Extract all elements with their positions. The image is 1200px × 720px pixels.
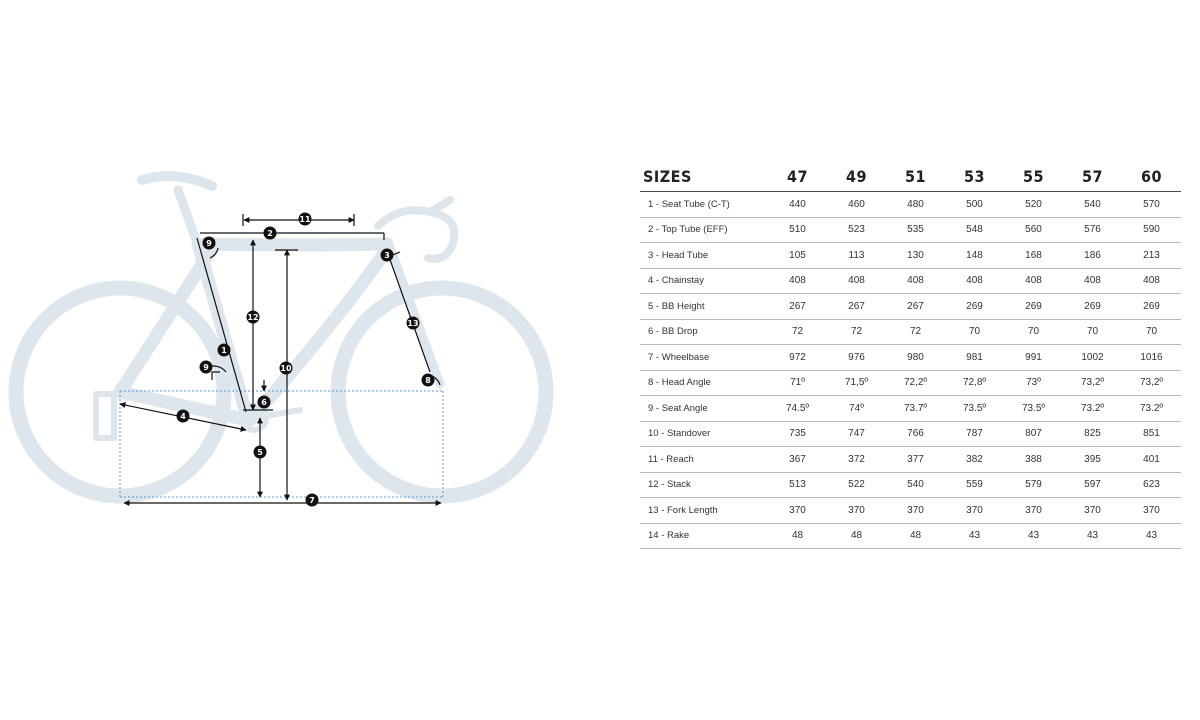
row-label: 5 - BB Height	[640, 294, 768, 320]
table-cell: 267	[827, 294, 886, 320]
table-cell: 370	[886, 498, 945, 524]
svg-text:7: 7	[309, 496, 315, 505]
size-header-47: 47	[768, 163, 827, 192]
row-label: 10 - Standover	[640, 421, 768, 447]
table-row	[640, 498, 1181, 524]
size-header-49: 49	[827, 163, 886, 192]
table-row	[640, 345, 1181, 371]
geometry-table	[640, 163, 1181, 549]
row-label: 7 - Wheelbase	[640, 345, 768, 371]
svg-text:11: 11	[299, 215, 311, 224]
table-cell: 130	[886, 243, 945, 269]
table-row	[640, 268, 1181, 294]
table-cell: 559	[945, 472, 1004, 498]
seatpost	[178, 190, 196, 240]
row-label: 1 - Seat Tube (C-T)	[640, 192, 768, 218]
svg-text:5: 5	[257, 448, 263, 457]
table-cell: 48	[827, 523, 886, 549]
rear-derailleur	[96, 394, 114, 438]
size-header-55: 55	[1004, 163, 1063, 192]
table-cell: 43	[945, 523, 1004, 549]
table-cell: 579	[1004, 472, 1063, 498]
table-cell: 70	[945, 319, 1004, 345]
marker-8	[422, 374, 435, 387]
table-row	[640, 192, 1181, 218]
table-cell: 70	[1122, 319, 1181, 345]
table-cell: 401	[1122, 447, 1181, 473]
svg-text:1: 1	[221, 346, 227, 355]
table-row	[640, 243, 1181, 269]
marker-3	[381, 249, 394, 262]
table-cell: 148	[945, 243, 1004, 269]
bike-silhouette	[16, 176, 546, 496]
row-label: 6 - BB Drop	[640, 319, 768, 345]
table-cell: 367	[768, 447, 827, 473]
svg-text:10: 10	[280, 364, 292, 373]
row-label: 12 - Stack	[640, 472, 768, 498]
front-wheel	[338, 288, 546, 496]
row-label: 8 - Head Angle	[640, 370, 768, 396]
table-cell: 269	[1122, 294, 1181, 320]
table-cell: 535	[886, 217, 945, 243]
marker-11	[299, 213, 312, 226]
table-cell: 73,2º	[1122, 370, 1181, 396]
table-cell: 548	[945, 217, 1004, 243]
table-row	[640, 294, 1181, 320]
table-cell: 186	[1063, 243, 1122, 269]
table-cell: 71º	[768, 370, 827, 396]
sizes-header: SIZES	[640, 163, 768, 192]
row-label: 13 - Fork Length	[640, 498, 768, 524]
table-cell: 72	[886, 319, 945, 345]
table-cell: 105	[768, 243, 827, 269]
marker-7	[306, 494, 319, 507]
table-row	[640, 421, 1181, 447]
table-cell: 972	[768, 345, 827, 371]
table-row	[640, 319, 1181, 345]
svg-text:4: 4	[180, 412, 186, 421]
table-cell: 540	[1063, 192, 1122, 218]
table-cell: 520	[1004, 192, 1063, 218]
size-header-57: 57	[1063, 163, 1122, 192]
table-cell: 370	[945, 498, 1004, 524]
table-cell: 560	[1004, 217, 1063, 243]
marker-5	[254, 446, 267, 459]
table-cell: 522	[827, 472, 886, 498]
table-row	[640, 523, 1181, 549]
table-cell: 71,5º	[827, 370, 886, 396]
table-cell: 70	[1063, 319, 1122, 345]
table-cell: 73.5º	[945, 396, 1004, 422]
table-cell: 213	[1122, 243, 1181, 269]
table-cell: 73.2º	[1122, 396, 1181, 422]
svg-text:12: 12	[247, 313, 259, 322]
svg-text:2: 2	[267, 229, 273, 238]
table-cell: 48	[768, 523, 827, 549]
table-cell: 1016	[1122, 345, 1181, 371]
table-cell: 370	[1004, 498, 1063, 524]
table-row	[640, 217, 1181, 243]
frame	[120, 242, 440, 420]
table-cell: 408	[945, 268, 1004, 294]
table-row	[640, 472, 1181, 498]
table-cell: 73.5º	[1004, 396, 1063, 422]
table-cell: 72	[768, 319, 827, 345]
table-cell: 590	[1122, 217, 1181, 243]
table-cell: 382	[945, 447, 1004, 473]
table-row	[640, 370, 1181, 396]
marker-9-seat	[203, 237, 216, 250]
svg-text:8: 8	[425, 376, 431, 385]
size-header-60: 60	[1122, 163, 1181, 192]
table-cell: 980	[886, 345, 945, 371]
table-cell: 500	[945, 192, 1004, 218]
marker-1	[218, 344, 231, 357]
table-header-row	[640, 163, 1181, 192]
table-cell: 395	[1063, 447, 1122, 473]
table-cell: 735	[768, 421, 827, 447]
row-label: 9 - Seat Angle	[640, 396, 768, 422]
table-cell: 370	[1122, 498, 1181, 524]
table-cell: 408	[1063, 268, 1122, 294]
table-cell: 72,8º	[945, 370, 1004, 396]
table-cell: 576	[1063, 217, 1122, 243]
table-cell: 408	[768, 268, 827, 294]
table-cell: 73,2º	[1063, 370, 1122, 396]
size-header-51: 51	[886, 163, 945, 192]
table-cell: 74º	[827, 396, 886, 422]
size-header-53: 53	[945, 163, 1004, 192]
table-cell: 1002	[1063, 345, 1122, 371]
table-cell: 267	[886, 294, 945, 320]
table-cell: 440	[768, 192, 827, 218]
table-cell: 72	[827, 319, 886, 345]
table-cell: 43	[1063, 523, 1122, 549]
saddle	[142, 176, 212, 186]
marker-9-lower	[200, 361, 213, 374]
svg-text:13: 13	[407, 319, 419, 328]
table-cell: 408	[827, 268, 886, 294]
table-cell: 113	[827, 243, 886, 269]
table-cell: 597	[1063, 472, 1122, 498]
table-cell: 510	[768, 217, 827, 243]
geometry-table-body	[640, 192, 1181, 549]
svg-text:9: 9	[206, 239, 212, 248]
row-label: 14 - Rake	[640, 523, 768, 549]
table-cell: 460	[827, 192, 886, 218]
table-cell: 570	[1122, 192, 1181, 218]
table-cell: 73.7º	[886, 396, 945, 422]
table-cell: 388	[1004, 447, 1063, 473]
table-cell: 981	[945, 345, 1004, 371]
row-label: 4 - Chainstay	[640, 268, 768, 294]
table-cell: 807	[1004, 421, 1063, 447]
table-cell: 70	[1004, 319, 1063, 345]
table-cell: 370	[827, 498, 886, 524]
table-cell: 991	[1004, 345, 1063, 371]
table-cell: 480	[886, 192, 945, 218]
table-cell: 408	[1122, 268, 1181, 294]
table-cell: 370	[1063, 498, 1122, 524]
table-cell: 523	[827, 217, 886, 243]
table-cell: 747	[827, 421, 886, 447]
table-cell: 787	[945, 421, 1004, 447]
table-cell: 976	[827, 345, 886, 371]
svg-text:6: 6	[261, 398, 267, 407]
table-cell: 623	[1122, 472, 1181, 498]
table-cell: 825	[1063, 421, 1122, 447]
table-cell: 74.5º	[768, 396, 827, 422]
table-cell: 43	[1122, 523, 1181, 549]
table-cell: 408	[1004, 268, 1063, 294]
row-label: 2 - Top Tube (EFF)	[640, 217, 768, 243]
table-cell: 48	[886, 523, 945, 549]
table-cell: 766	[886, 421, 945, 447]
table-cell: 513	[768, 472, 827, 498]
table-cell: 851	[1122, 421, 1181, 447]
marker-6	[258, 396, 271, 409]
table-cell: 370	[768, 498, 827, 524]
table-cell: 540	[886, 472, 945, 498]
table-row	[640, 447, 1181, 473]
table-cell: 267	[768, 294, 827, 320]
table-cell: 43	[1004, 523, 1063, 549]
marker-4	[177, 410, 190, 423]
table-cell: 372	[827, 447, 886, 473]
svg-text:3: 3	[384, 251, 390, 260]
table-cell: 73º	[1004, 370, 1063, 396]
row-label: 11 - Reach	[640, 447, 768, 473]
table-cell: 377	[886, 447, 945, 473]
marker-10	[280, 362, 293, 375]
table-cell: 269	[1004, 294, 1063, 320]
table-cell: 269	[1063, 294, 1122, 320]
table-cell: 408	[886, 268, 945, 294]
table-cell: 269	[945, 294, 1004, 320]
svg-text:9: 9	[203, 363, 209, 372]
table-cell: 73.2º	[1063, 396, 1122, 422]
marker-13	[407, 317, 420, 330]
table-row	[640, 396, 1181, 422]
row-label: 3 - Head Tube	[640, 243, 768, 269]
marker-12	[247, 311, 260, 324]
table-cell: 72,2º	[886, 370, 945, 396]
table-cell: 168	[1004, 243, 1063, 269]
marker-2	[264, 227, 277, 240]
